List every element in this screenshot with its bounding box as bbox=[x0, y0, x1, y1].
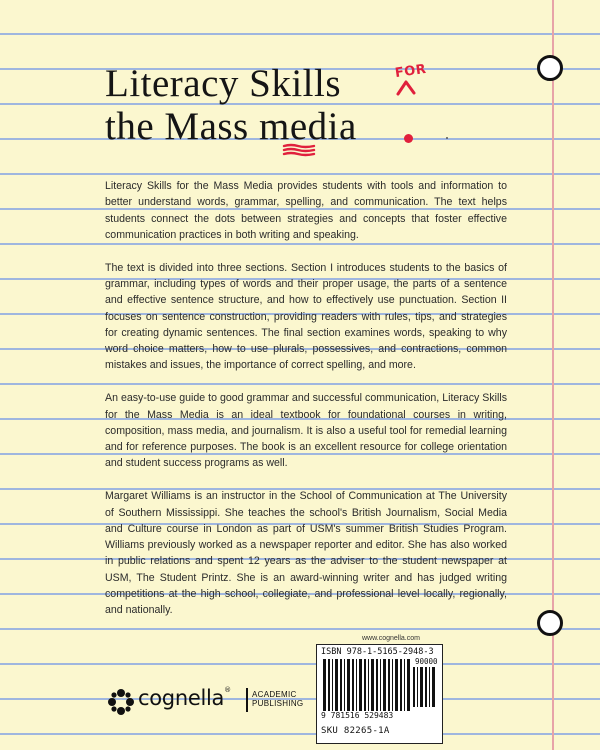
capitalize-mark bbox=[282, 143, 318, 157]
barcode-bar bbox=[429, 667, 430, 707]
barcode-bar bbox=[380, 659, 381, 711]
barcode-bar bbox=[413, 667, 415, 707]
barcode-bar bbox=[356, 659, 357, 711]
cognella-logo-icon bbox=[106, 687, 136, 717]
barcode-bar bbox=[347, 659, 350, 711]
binder-hole-top bbox=[537, 55, 563, 81]
barcode-bar bbox=[395, 659, 398, 711]
barcode-bar bbox=[417, 667, 418, 707]
paragraph-usage: An easy-to-use guide to good grammar and successful communication, Literacy Skills for the Mass Media is an ideal textbook for foundational courses in writing, composition, mass media, and journalism. It is also a useful tool for remedial learning and for reference purposes. The book is an excellent resource for college orientation and student success programs as well. bbox=[105, 392, 507, 470]
barcode-bar bbox=[400, 659, 402, 711]
barcode-bar bbox=[383, 659, 386, 711]
publisher-line-1: ACADEMIC bbox=[252, 690, 297, 699]
barcode-bar bbox=[371, 659, 374, 711]
barcode-bar bbox=[388, 659, 390, 711]
barcode-bar bbox=[344, 659, 345, 711]
barcode-bar bbox=[364, 659, 366, 711]
back-cover-copy bbox=[105, 178, 507, 635]
caret-insert-mark bbox=[396, 80, 416, 96]
barcode-bar bbox=[359, 659, 362, 711]
barcode-bar bbox=[376, 659, 378, 711]
barcode-bar bbox=[420, 667, 423, 707]
title-line-1: Literacy Skills bbox=[105, 62, 342, 105]
barcode-bar bbox=[332, 659, 333, 711]
barcode-digits: 9 781516 529483 bbox=[321, 711, 394, 720]
barcode-bar bbox=[323, 659, 326, 711]
binder-hole-bottom bbox=[537, 610, 563, 636]
publisher-line-2: PUBLISHING bbox=[252, 699, 304, 708]
barcode-bar bbox=[404, 659, 405, 711]
barcode-bar bbox=[392, 659, 393, 711]
registered-mark: ® bbox=[224, 686, 231, 694]
price-code: 90000 bbox=[415, 657, 438, 666]
price-barcode-graphic bbox=[413, 667, 437, 707]
red-period-mark bbox=[404, 134, 413, 143]
barcode-bar bbox=[335, 659, 338, 711]
barcode-bar bbox=[425, 667, 427, 707]
paragraph-sections: The text is divided into three sections. Section I introduces students to the basics of grammar, including types of words and their proper usage, the parts of a sentence and effective sentence structure, and how to effectively use punctuation. Section II focuses on sentence construction, providing readers with rules, tips, and strategies for creating dynamic sentences. The final section examines words, speaking to why word choice matters, how to use plurals, possessives, and contractions, common mistakes and issues, the importance of correct spelling, and more. bbox=[105, 261, 507, 372]
barcode-bar bbox=[432, 667, 435, 707]
handwritten-for: FOR bbox=[394, 61, 428, 82]
barcode-bar bbox=[407, 659, 410, 711]
barcode-bar bbox=[352, 659, 354, 711]
paragraph-author-bio: Margaret Williams is an instructor in the School of Communication at The University of Southern Mississippi. She teaches the school's British Journalism, Social Media and Culture course in London as part of USM's summer British Studies Program. Williams previously worked as a newspaper reporter and editor. She has also worked in public relations and spent 12 years as the adviser to the student newspaper at USM, The Student Printz. She is an award-winning writer and has judged writing competitions at the high school, collegiate, and professional level locally, regionally, and nationally. bbox=[105, 490, 507, 617]
book-title bbox=[105, 62, 357, 148]
logo-divider bbox=[246, 688, 248, 712]
academic-publishing-label bbox=[252, 690, 303, 708]
barcode-box bbox=[316, 644, 443, 744]
title-line-2: the Mass media bbox=[105, 105, 357, 148]
barcode-graphic bbox=[323, 659, 411, 711]
paragraph-description: Literacy Skills for the Mass Media provides students with tools and information to better understand words, grammar, spelling, and communication. The text helps students connect the dots between strategies and concepts that foster effective communication practices in both writing and speaking. bbox=[105, 180, 507, 241]
barcode-bar bbox=[340, 659, 342, 711]
publisher-name: cognella bbox=[138, 686, 225, 710]
ink-speck bbox=[446, 137, 448, 139]
isbn-label: ISBN 978-1-5165-2948-3 bbox=[321, 647, 434, 657]
barcode-bar bbox=[328, 659, 330, 711]
publisher-website: www.cognella.com bbox=[362, 635, 420, 642]
cognella-wordmark bbox=[138, 686, 231, 710]
barcode-bar bbox=[368, 659, 369, 711]
margin-line bbox=[552, 0, 554, 750]
sku-label: SKU 82265-1A bbox=[321, 726, 390, 736]
